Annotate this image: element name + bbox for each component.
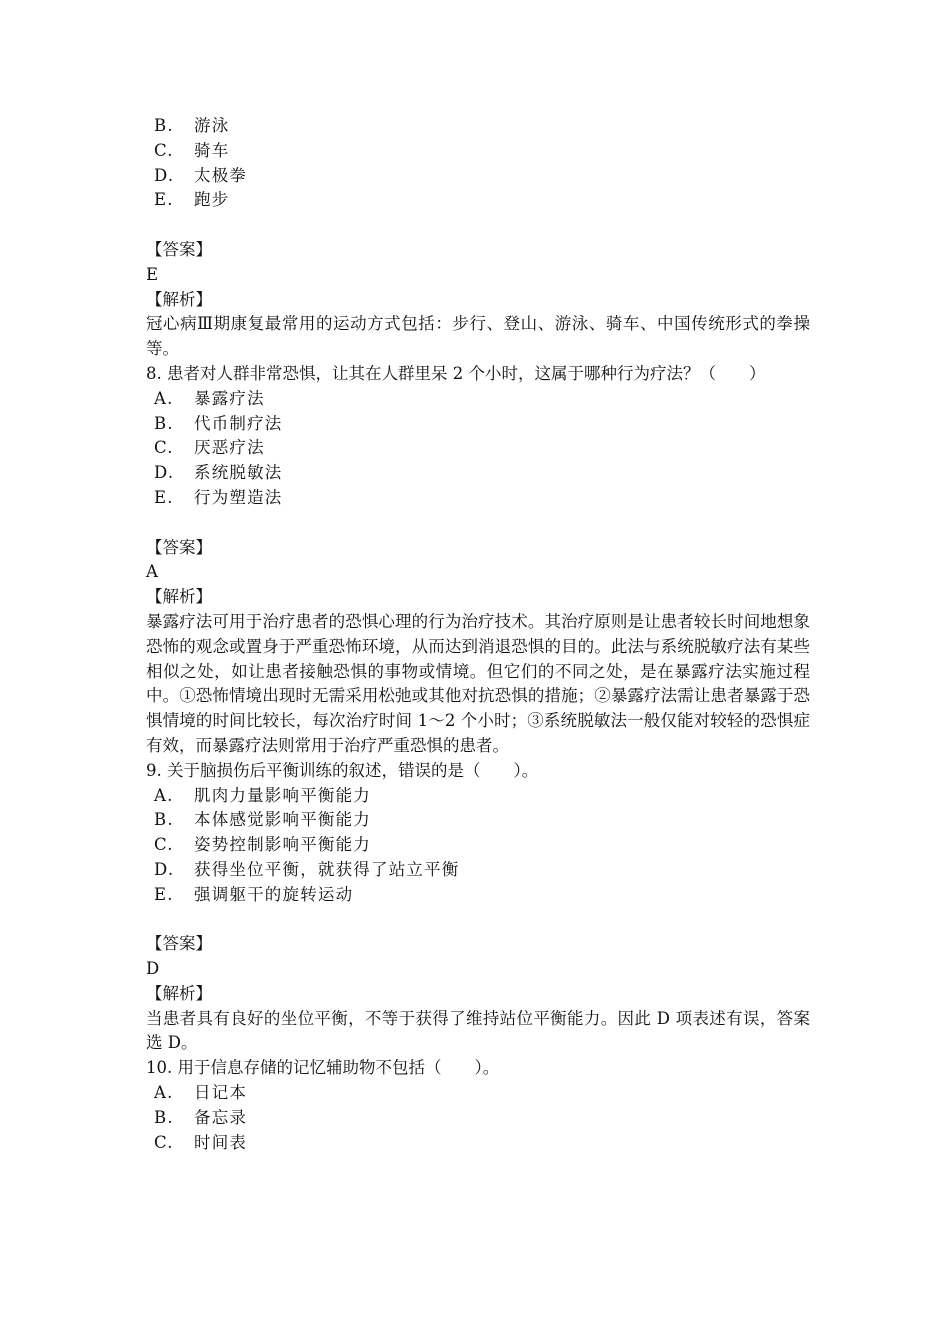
analysis-text: 冠心病Ⅲ期康复最常用的运动方式包括：步行、登山、游泳、骑车、中国传统形式的拳操等。 (146, 314, 810, 359)
question-stem: 9. 关于脑损伤后平衡训练的叙述，错误的是（ ）。 (146, 760, 539, 780)
option-item (146, 883, 810, 908)
option-text: 本体感觉影响平衡能力 (194, 810, 371, 830)
option-text: 姿势控制影响平衡能力 (194, 835, 371, 855)
option-item (146, 188, 810, 213)
analysis-label: 【解析】 (146, 983, 212, 1003)
answer-label: 【答案】 (146, 239, 212, 259)
option-item (146, 858, 810, 883)
option-text: 太极拳 (194, 165, 248, 185)
option-text: 行为塑造法 (194, 487, 283, 507)
option-letter: A. (154, 1083, 174, 1103)
option-text: 时间表 (194, 1132, 248, 1152)
option-item (146, 1131, 810, 1156)
option-text: 日记本 (194, 1083, 248, 1103)
option-item (146, 833, 810, 858)
option-text: 获得坐位平衡，就获得了站立平衡 (194, 859, 460, 879)
option-letter: D. (154, 463, 175, 483)
option-letter: E. (154, 884, 174, 904)
question-stem: 8. 患者对人群非常恐惧，让其在人群里呆 2 个小时，这属于哪种行为疗法？（ ） (146, 363, 766, 383)
answer-value: A (146, 562, 158, 582)
option-text: 代币制疗法 (194, 413, 283, 433)
option-list (146, 1081, 810, 1155)
option-text: 骑车 (194, 140, 230, 160)
analysis-text: 暴露疗法可用于治疗患者的恐惧心理的行为治疗技术。其治疗原则是让患者较长时间地想象恐怖的观念或置身于严重恐怖环境，从而达到消退恐惧的目的。此法与系统脱敏疗法有某些相似之处，如让患者接触恐惧的事物或情境。但它们的不同之处，是在暴露疗法实施过程中。①恐怖情境出现时无需采用松弛或其他对抗恐惧的措施；②暴露疗法需让患者暴露于恐惧情境的时间比较长，每次治疗时间 1～2 个小时；③系统脱敏法一般仅能对较轻的恐惧症有效，而暴露疗法则常用于治疗严重恐惧的患者。 (146, 611, 810, 755)
analysis-text: 当患者具有良好的坐位平衡，不等于获得了维持站位平衡能力。因此 D 项表述有误，答案选 D。 (146, 1008, 810, 1053)
option-letter: B. (154, 1107, 174, 1127)
option-letter: D. (154, 859, 175, 879)
option-letter: A. (154, 388, 174, 408)
option-item (146, 1106, 810, 1131)
spacer (146, 908, 810, 933)
option-letter: C. (154, 835, 174, 855)
option-list (146, 387, 810, 511)
option-item (146, 1081, 810, 1106)
option-text: 游泳 (194, 116, 230, 135)
answer-value: D (146, 959, 160, 979)
option-letter: B. (154, 810, 174, 830)
option-letter: E. (154, 487, 174, 507)
option-item (146, 387, 810, 412)
option-letter: E. (154, 190, 174, 210)
option-list (146, 784, 810, 908)
option-text: 备忘录 (194, 1107, 248, 1127)
question-stem: 10. 用于信息存储的记忆辅助物不包括（ ）。 (146, 1058, 500, 1078)
option-item (146, 784, 810, 809)
option-item (146, 412, 810, 437)
option-letter: C. (154, 1132, 174, 1152)
option-item (146, 461, 810, 486)
option-text: 跑步 (194, 190, 230, 210)
option-item (146, 436, 810, 461)
option-list (146, 114, 810, 213)
option-item (146, 808, 810, 833)
document-content (146, 114, 810, 1155)
answer-label: 【答案】 (146, 537, 212, 557)
option-item (146, 486, 810, 511)
analysis-label: 【解析】 (146, 289, 212, 309)
option-text: 肌肉力量影响平衡能力 (194, 785, 371, 805)
option-text: 强调躯干的旋转运动 (194, 884, 354, 904)
option-text: 系统脱敏法 (194, 463, 283, 483)
option-text: 厌恶疗法 (194, 438, 265, 458)
option-item (146, 114, 810, 139)
option-item (146, 164, 810, 189)
spacer (146, 213, 810, 238)
option-letter: D. (154, 165, 175, 185)
option-letter: B. (154, 413, 174, 433)
spacer (146, 511, 810, 536)
analysis-label: 【解析】 (146, 587, 212, 607)
answer-value: E (146, 264, 159, 284)
option-text: 暴露疗法 (194, 388, 265, 408)
option-letter: C. (154, 140, 174, 160)
option-letter: B. (154, 116, 174, 135)
answer-label: 【答案】 (146, 934, 212, 954)
option-letter: C. (154, 438, 174, 458)
option-letter: A. (154, 785, 174, 805)
option-item (146, 139, 810, 164)
